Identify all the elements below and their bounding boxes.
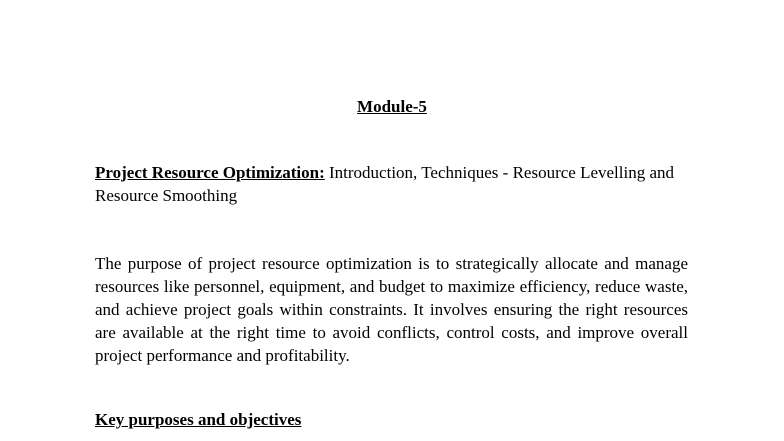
purpose-paragraph: The purpose of project resource optimization is to strategically allocate and manage resources like personnel, equipment, and budget to maximize efficiency, reduce waste, and achieve project goals within constraints. It involves ensuring the right resources are available at the right time to avoid conflicts, control costs, and improve overall project performance and profitability.: [95, 254, 688, 365]
key-purposes-heading: Key purposes and objectives: [95, 410, 302, 429]
topic-paragraph: [95, 161, 695, 207]
topic-text: Introduction, Techniques - Resource Levelling and Resource Smoothing: [95, 163, 675, 205]
topic-heading: Project Resource Optimization:: [95, 163, 325, 182]
module-title: Module-5: [357, 97, 427, 116]
